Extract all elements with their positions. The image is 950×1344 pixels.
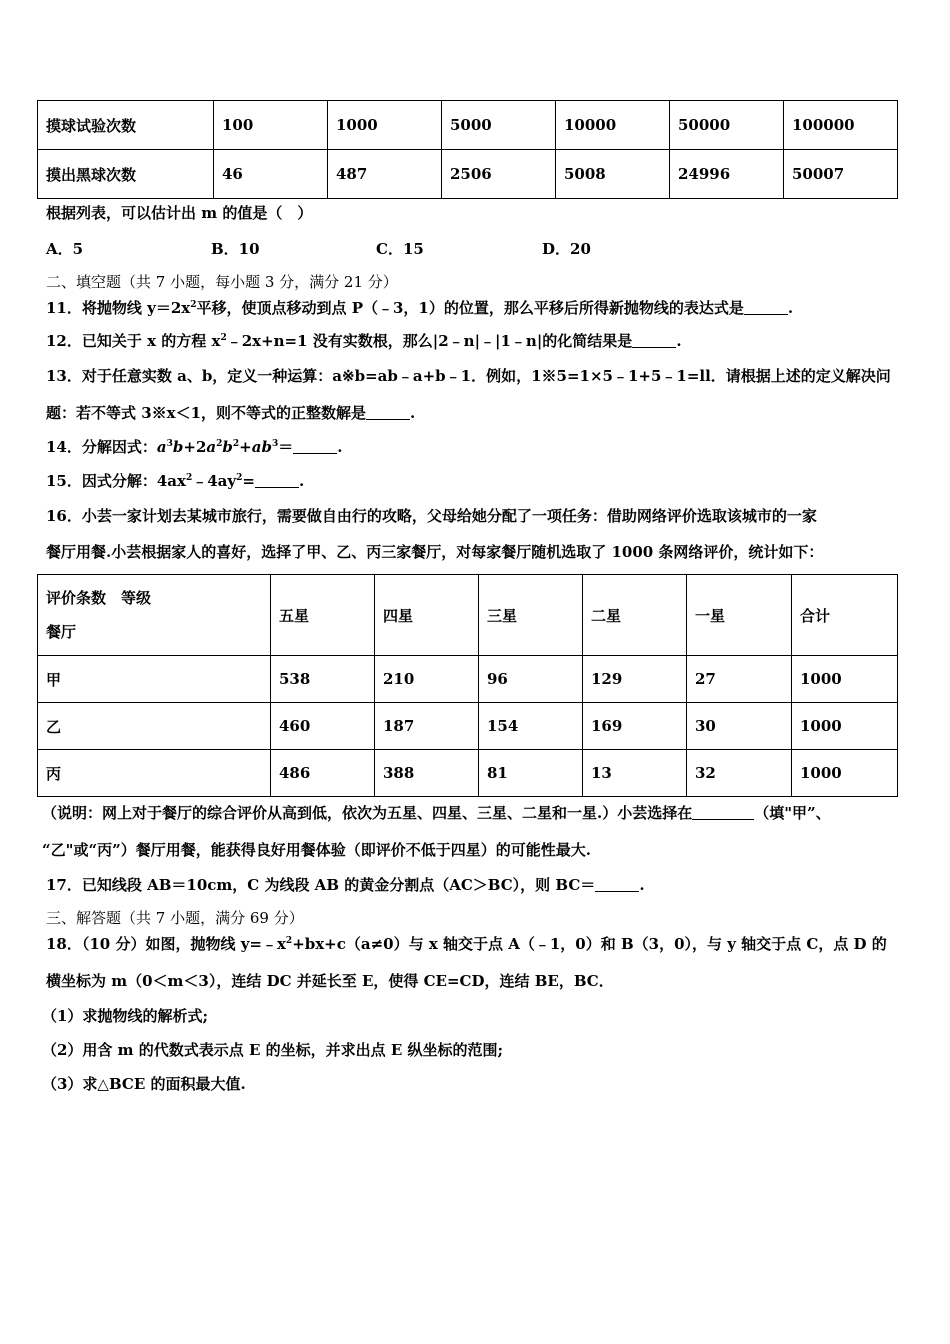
q14-term: b bbox=[172, 438, 184, 456]
q15-end: . bbox=[298, 472, 305, 490]
answer-blank bbox=[255, 473, 299, 488]
q14-exponent: 2 bbox=[216, 439, 223, 449]
table-cell: 30 bbox=[687, 703, 792, 750]
q17-end: . bbox=[639, 876, 645, 894]
question-17 bbox=[46, 875, 645, 895]
table-cell: 460 bbox=[271, 703, 375, 750]
column-header: 三星 bbox=[479, 575, 583, 656]
table-cell: 100 bbox=[214, 101, 328, 150]
answer-blank bbox=[595, 877, 639, 892]
q17-text: 17．已知线段 AB＝10cm，C 为线段 AB 的黄金分割点（AC＞BC），则 BC＝ bbox=[46, 876, 596, 894]
q11-text: 11．将抛物线 y＝2x bbox=[46, 299, 191, 317]
q14-exponent: 2 bbox=[232, 439, 240, 449]
table-cell: 81 bbox=[479, 750, 583, 797]
table-cell: 187 bbox=[375, 703, 479, 750]
table-cell: 46 bbox=[214, 150, 328, 199]
column-header: 四星 bbox=[375, 575, 479, 656]
question-11 bbox=[46, 298, 793, 318]
answer-blank bbox=[293, 439, 337, 454]
table-cell: 乙 bbox=[38, 703, 271, 750]
q12-text-after: ﹣2x+n=1 没有实数根，那么|2﹣n|﹣|1﹣n|的化简结果是 bbox=[226, 332, 633, 350]
table-cell: 487 bbox=[328, 150, 442, 199]
table-cell: 32 bbox=[687, 750, 792, 797]
table-cell: 5008 bbox=[556, 150, 670, 199]
table-cell: 2506 bbox=[442, 150, 556, 199]
q12-end: . bbox=[676, 332, 682, 350]
table-cell: 摸球试验次数 bbox=[38, 101, 214, 150]
q16-note-text-end: （填"甲”、 bbox=[754, 804, 831, 822]
table-cell: 129 bbox=[583, 656, 687, 703]
q14-equals: ＝ bbox=[278, 438, 294, 456]
q12-exponent: 2 bbox=[220, 333, 227, 343]
q14-exponent: 3 bbox=[166, 439, 173, 449]
q15-text: 15．因式分解：4ax bbox=[46, 472, 186, 490]
q15-text-mid: ﹣4ay bbox=[192, 472, 237, 490]
q14-term: b bbox=[222, 438, 233, 456]
table-cell: 538 bbox=[271, 656, 375, 703]
table-cell: 5000 bbox=[442, 101, 556, 150]
section-2-heading: 二、填空题（共 7 小题，每小题 3 分，满分 21 分） bbox=[46, 273, 398, 291]
question-16-note-line1 bbox=[42, 803, 831, 823]
q18-text: 18．（10 分）如图，抛物线 y=﹣x bbox=[46, 935, 286, 953]
table-cell: 1000 bbox=[792, 703, 898, 750]
ball-experiment-table bbox=[37, 100, 898, 199]
question-16-line2: 餐厅用餐.小芸根据家人的喜好，选择了甲、乙、丙三家餐厅，对每家餐厅随机选取了 1000 条网络评价，统计如下： bbox=[46, 543, 824, 561]
q15-exponent: 2 bbox=[185, 473, 193, 483]
q16-note-text: （说明：网上对于餐厅的综合评价从高到低，依次为五星、四星、三星、二星和一星.）小芸选择在 bbox=[42, 804, 693, 822]
table-row bbox=[38, 750, 898, 797]
question-15 bbox=[46, 471, 304, 491]
header-top-label: 评价条数 等级 bbox=[46, 589, 152, 607]
table-row bbox=[38, 101, 898, 150]
q14-prefix: 14．分解因式： bbox=[46, 438, 157, 456]
table-cell: 154 bbox=[479, 703, 583, 750]
table-cell: 摸出黑球次数 bbox=[38, 150, 214, 199]
q11-exponent: 2 bbox=[190, 300, 197, 310]
header-bottom-label: 餐厅 bbox=[46, 623, 77, 641]
table-cell: 169 bbox=[583, 703, 687, 750]
q13-end: . bbox=[410, 404, 416, 422]
diagonal-header-cell bbox=[38, 575, 271, 656]
q12-text: 12．已知关于 x 的方程 x bbox=[46, 332, 221, 350]
column-header: 五星 bbox=[271, 575, 375, 656]
table-cell: 丙 bbox=[38, 750, 271, 797]
question-18-part-1: （1）求抛物线的解析式; bbox=[42, 1007, 208, 1025]
question-14 bbox=[46, 437, 342, 457]
q14-end: . bbox=[337, 438, 343, 456]
q11-end: . bbox=[787, 299, 794, 317]
q18-exponent: 2 bbox=[285, 936, 293, 946]
table-row bbox=[38, 703, 898, 750]
table-cell: 1000 bbox=[792, 750, 898, 797]
question-13-line2 bbox=[46, 403, 415, 423]
section-3-heading: 三、解答题（共 7 小题，满分 69 分） bbox=[46, 909, 304, 927]
q10-stem: 根据列表，可以估计出 m 的值是（ ） bbox=[46, 204, 313, 222]
q10-option-d: D．20 bbox=[542, 240, 591, 258]
answer-blank bbox=[744, 300, 788, 315]
table-cell: 100000 bbox=[784, 101, 898, 150]
q15-exponent: 2 bbox=[236, 473, 243, 483]
column-header: 二星 bbox=[583, 575, 687, 656]
q14-term: ab bbox=[251, 438, 272, 456]
answer-blank bbox=[366, 405, 410, 420]
table-cell: 96 bbox=[479, 656, 583, 703]
table-row bbox=[38, 150, 898, 199]
q14-term: a bbox=[206, 438, 217, 456]
table-cell: 1000 bbox=[792, 656, 898, 703]
q11-text-after: 平移，使顶点移动到点 P（﹣3，1）的位置，那么平移后所得新抛物线的表达式是 bbox=[196, 299, 744, 317]
restaurant-rating-table bbox=[37, 574, 898, 797]
table-cell: 486 bbox=[271, 750, 375, 797]
table-cell: 10000 bbox=[556, 101, 670, 150]
question-12 bbox=[46, 331, 682, 351]
q10-option-c: C．15 bbox=[376, 240, 424, 258]
question-16-line1: 16．小芸一家计划去某城市旅行，需要做自由行的攻略，父母给她分配了一项任务：借助网络评价选取该城市的一家 bbox=[46, 507, 817, 525]
q15-text-after: = bbox=[242, 472, 255, 490]
q14-term: a bbox=[156, 438, 167, 456]
table-cell: 13 bbox=[583, 750, 687, 797]
q14-exponent: 3 bbox=[271, 439, 279, 449]
q10-option-a: A．5 bbox=[46, 240, 84, 258]
table-cell: 388 bbox=[375, 750, 479, 797]
question-18-line2: 横坐标为 m（0＜m＜3），连结 DC 并延长至 E，使得 CE=CD，连结 BE，BC． bbox=[46, 972, 614, 990]
answer-blank bbox=[632, 333, 676, 348]
question-13-line1: 13．对于任意实数 a、b，定义一种运算：a※b=ab﹣a+b﹣1．例如，1※5=1×5﹣1+5﹣1=ll．请根据上述的定义解决问 bbox=[46, 367, 891, 385]
table-cell: 27 bbox=[687, 656, 792, 703]
table-cell: 50007 bbox=[784, 150, 898, 199]
q18-text-after: +bx+c（a≠0）与 x 轴交于点 A（﹣1，0）和 B（3，0），与 y 轴交于点 C，点 D 的 bbox=[292, 935, 887, 953]
answer-blank bbox=[692, 805, 754, 820]
table-cell: 24996 bbox=[670, 150, 784, 199]
question-18-line1 bbox=[46, 934, 887, 954]
table-row bbox=[38, 656, 898, 703]
column-header: 合计 bbox=[792, 575, 898, 656]
q14-op: + bbox=[239, 438, 252, 456]
question-18-part-2: （2）用含 m 的代数式表示点 E 的坐标，并求出点 E 纵坐标的范围; bbox=[42, 1041, 504, 1059]
table-cell: 甲 bbox=[38, 656, 271, 703]
question-18-part-3: （3）求△BCE 的面积最大值. bbox=[42, 1075, 246, 1093]
q13-text: 题：若不等式 3※x＜1，则不等式的正整数解是 bbox=[46, 404, 367, 422]
table-header-row bbox=[38, 575, 898, 656]
q14-op: +2 bbox=[183, 438, 207, 456]
table-cell: 50000 bbox=[670, 101, 784, 150]
column-header: 一星 bbox=[687, 575, 792, 656]
q10-option-b: B．10 bbox=[211, 240, 260, 258]
table-cell: 1000 bbox=[328, 101, 442, 150]
question-16-note-line2: “乙"或“丙”）餐厅用餐，能获得良好用餐体验（即评价不低于四星）的可能性最大. bbox=[42, 841, 591, 859]
table-cell: 210 bbox=[375, 656, 479, 703]
